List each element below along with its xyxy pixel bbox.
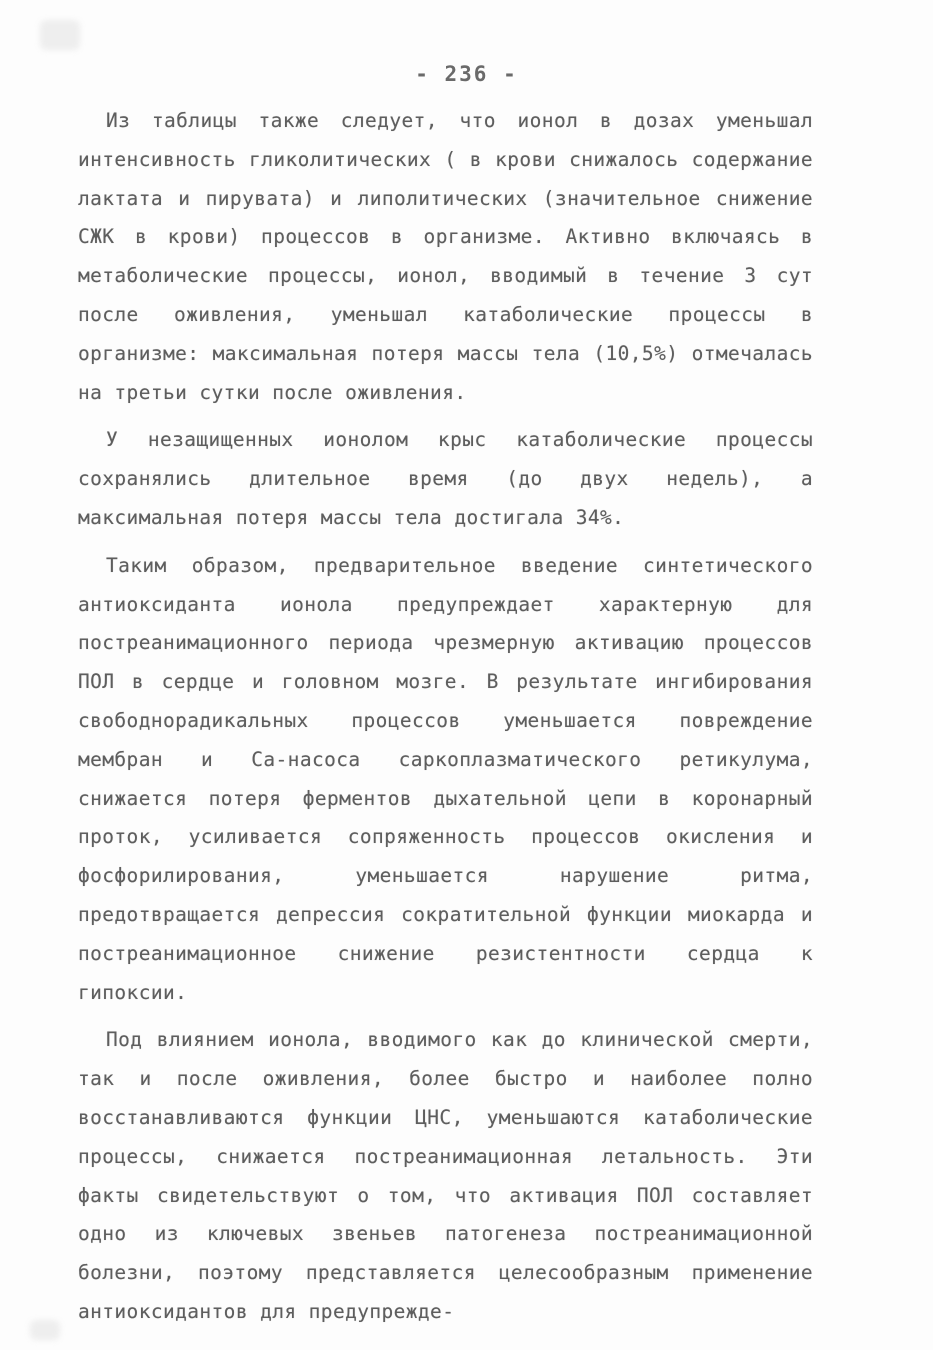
paragraph-1: Из таблицы также следует, что ионол в дозах уменьшал интенсивность гликолитических ( в крови снижалось содержание лактата и пирувата) и липолитических (значительное снижение СЖК в крови) процессов в организме. Активно включаясь в метаболические процессы, ионол, вводимый в течение 3 сут после оживления, уменьшал катаболические процессы в организме: максимальная потеря массы тела (10,5%) отмечалась на третьи сутки после оживления. <box>78 109 813 404</box>
page-number: - 236 - <box>415 62 518 86</box>
paragraph-4: Под влиянием ионола, вводимого как до клинической смерти, так и после оживления, более быстро и наиболее полно восстанавливаются функции ЦНС, уменьшаются катаболические процессы, снижается постреанимационная летальность. Эти факты свидетельствуют о том, что активация ПОЛ составляет одно из ключевых звеньев патогенеза постреанимационной болезни, поэтому представляется целесообразным применение антиоксидантов для предупрежде- <box>78 1028 813 1323</box>
paragraph-2: У незащищенных ионолом крыс катаболические процессы сохранялись длительное время (до двух недель), а максимальная потеря массы тела достигала 34%. <box>78 428 813 529</box>
scan-smudge <box>40 20 80 50</box>
body-text <box>78 102 813 1341</box>
paragraph-3: Таким образом, предварительное введение синтетического антиоксиданта ионола предупреждает характерную для постреанимационного периода чрезмерную активацию процессов ПОЛ в сердце и головном мозге. В результате ингибирования свободнорадикальных процессов уменьшается повреждение мембран и Са-насоса саркоплазматического ретикулума, снижается потеря ферментов дыхательной цепи в коронарный проток, усиливается сопряженность процессов окисления и фосфорилирования, уменьшается нарушение ритма, предотвращается депрессия сократительной функции миокарда и постреанимационное снижение резистентности сердца к гипоксии. <box>78 553 813 1004</box>
scan-smudge <box>30 1320 60 1340</box>
